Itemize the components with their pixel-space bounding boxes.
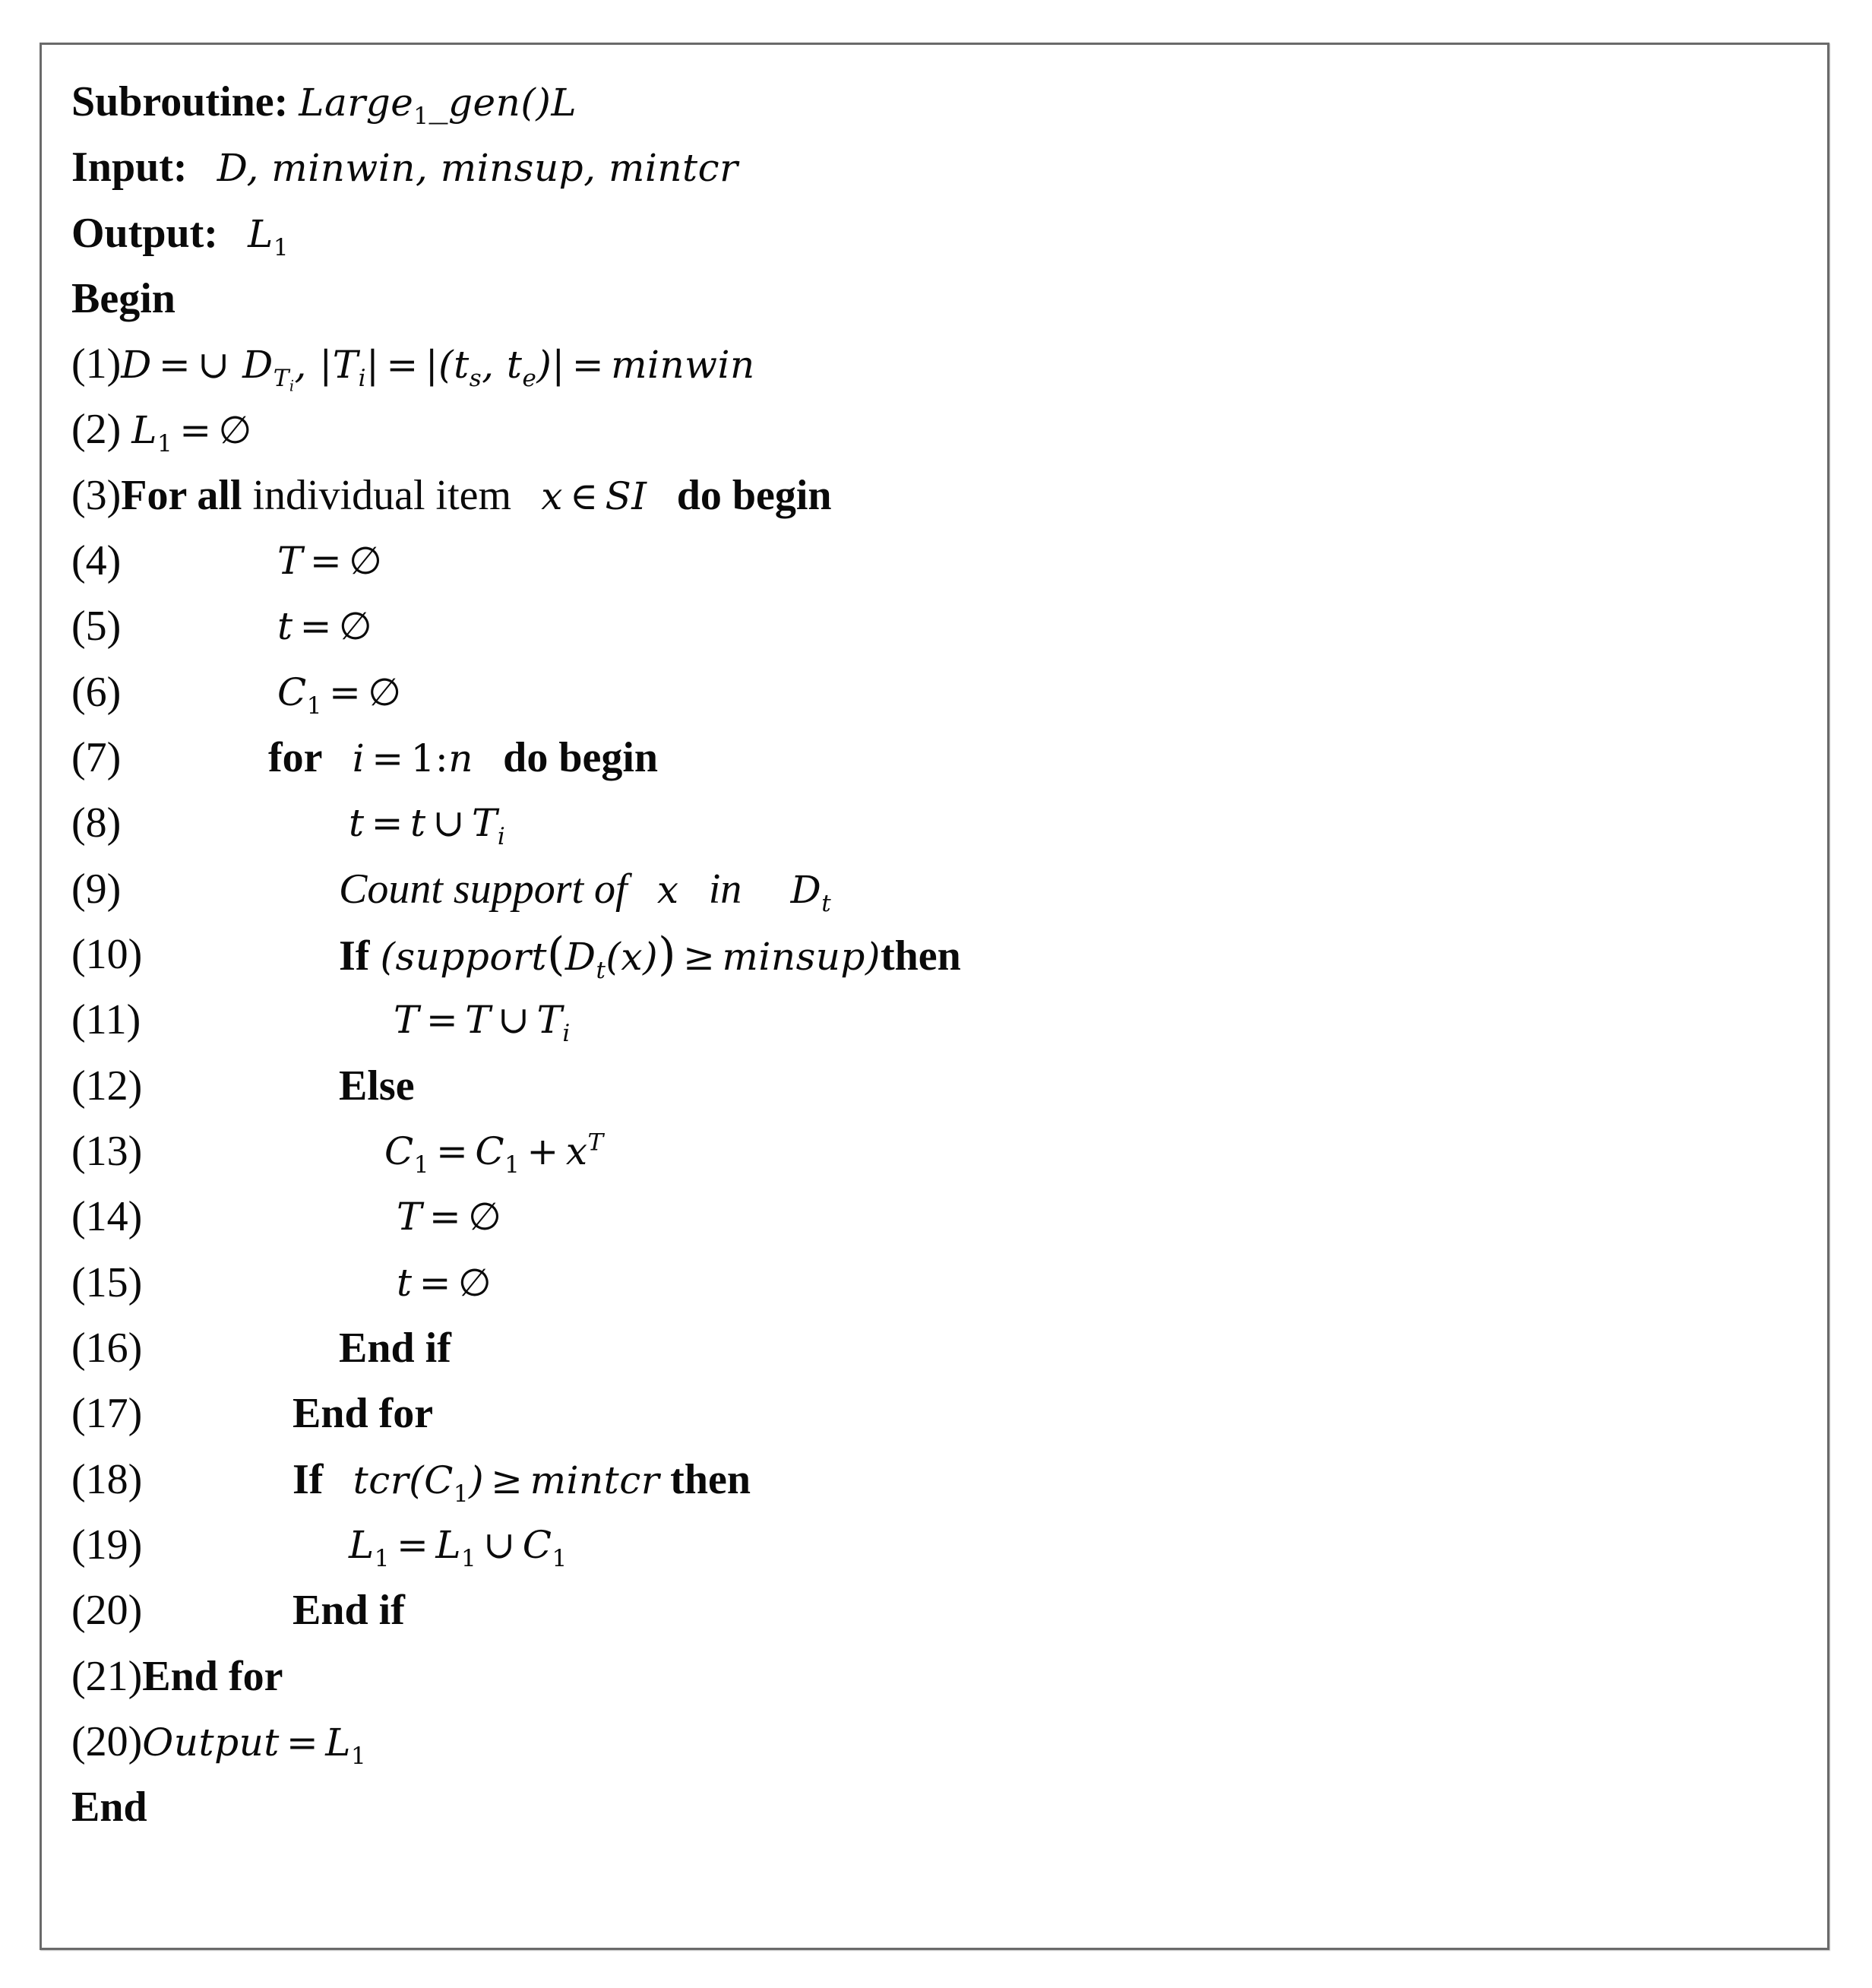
line-number: (4) <box>71 537 122 584</box>
line-number: (6) <box>71 669 122 716</box>
line-number: (20) <box>71 1718 143 1765</box>
line-math: t = t ∪ $T_i$ <box>349 801 506 850</box>
keyword-for-all: For all <box>121 472 242 519</box>
keyword-else: Else <box>339 1062 415 1110</box>
line-number: (10) <box>71 931 143 978</box>
line-number: (1) <box>71 340 122 388</box>
line-math: Output = $L_1$ <box>142 1721 367 1770</box>
subroutine-name: Large$_1$_gen()L <box>299 81 577 130</box>
algorithm-box <box>40 43 1829 1950</box>
keyword-end-for: End for <box>292 1390 434 1437</box>
line-number: (13) <box>71 1128 143 1175</box>
keyword-do-begin: do begin <box>676 472 832 519</box>
line-number: (14) <box>71 1193 143 1240</box>
line-content: Count support of x in $D_t$ <box>339 866 832 917</box>
input-value: D, minwin, minsup, mintcr <box>217 146 738 190</box>
comment-text: Count support of <box>339 866 628 913</box>
line-math: $L_1 = L_1$ ∪ $C_1$ <box>349 1523 568 1572</box>
line-text: individual item <box>252 472 512 519</box>
line-math: D = ∪ $D_{T_i}$, $|T_i| = |(t_s$, $t_e)|$ = minwin <box>121 343 755 395</box>
keyword-if: If <box>339 932 370 980</box>
line-number: (8) <box>71 799 122 847</box>
line-number: (3) <box>71 472 122 519</box>
line-number: (16) <box>71 1325 143 1372</box>
line-number: (18) <box>71 1456 143 1503</box>
output-label: Output: <box>71 210 218 257</box>
begin-label: Begin <box>71 275 176 322</box>
line-math: T = ∅ <box>397 1195 502 1239</box>
line-number: (2) <box>71 406 122 453</box>
line-number: (15) <box>71 1259 143 1306</box>
line-math: $C_1 = C_1 + x^T$ <box>384 1129 604 1179</box>
line-math: x ∈ SI <box>541 474 647 518</box>
line-math: $C_1$ = ∅ <box>277 670 402 720</box>
keyword-end-for: End for <box>142 1653 283 1700</box>
line-number: (9) <box>71 866 122 913</box>
keyword-if: If <box>292 1456 324 1503</box>
line-number: (11) <box>71 996 141 1043</box>
keyword-for: for <box>268 734 323 781</box>
keyword-do-begin: do begin <box>503 734 659 781</box>
line-number: (12) <box>71 1062 143 1110</box>
line-number: (20) <box>71 1587 143 1634</box>
keyword-then: then <box>670 1456 751 1503</box>
subroutine-label: Subroutine: <box>71 78 289 125</box>
line-number: (5) <box>71 603 122 650</box>
keyword-end-if: End if <box>292 1587 405 1634</box>
input-label: Input: <box>71 144 188 191</box>
line-number: (19) <box>71 1521 143 1569</box>
line-number: (17) <box>71 1390 143 1437</box>
output-value: $L_1$ <box>248 212 289 261</box>
line-content: If $tcr(C_1)$ ≥ mintcr then <box>292 1456 751 1508</box>
keyword-then: then <box>880 932 961 980</box>
line-math: t = ∅ <box>277 604 373 648</box>
keyword-end-if: End if <box>339 1325 451 1372</box>
line-math: t = ∅ <box>397 1261 492 1305</box>
line-content: for i = 1:n do begin <box>268 734 659 781</box>
end-label: End <box>71 1784 147 1831</box>
line-math: T = T ∪ $T_i$ <box>394 998 571 1047</box>
line-number: (21) <box>71 1653 143 1700</box>
line-content: If ($support(D_t(x))$ ≥ minsup)then <box>339 928 961 984</box>
line-math: $L_1$ = ∅ <box>131 408 252 457</box>
line-number: (7) <box>71 734 122 781</box>
line-math: T = ∅ <box>277 539 383 583</box>
